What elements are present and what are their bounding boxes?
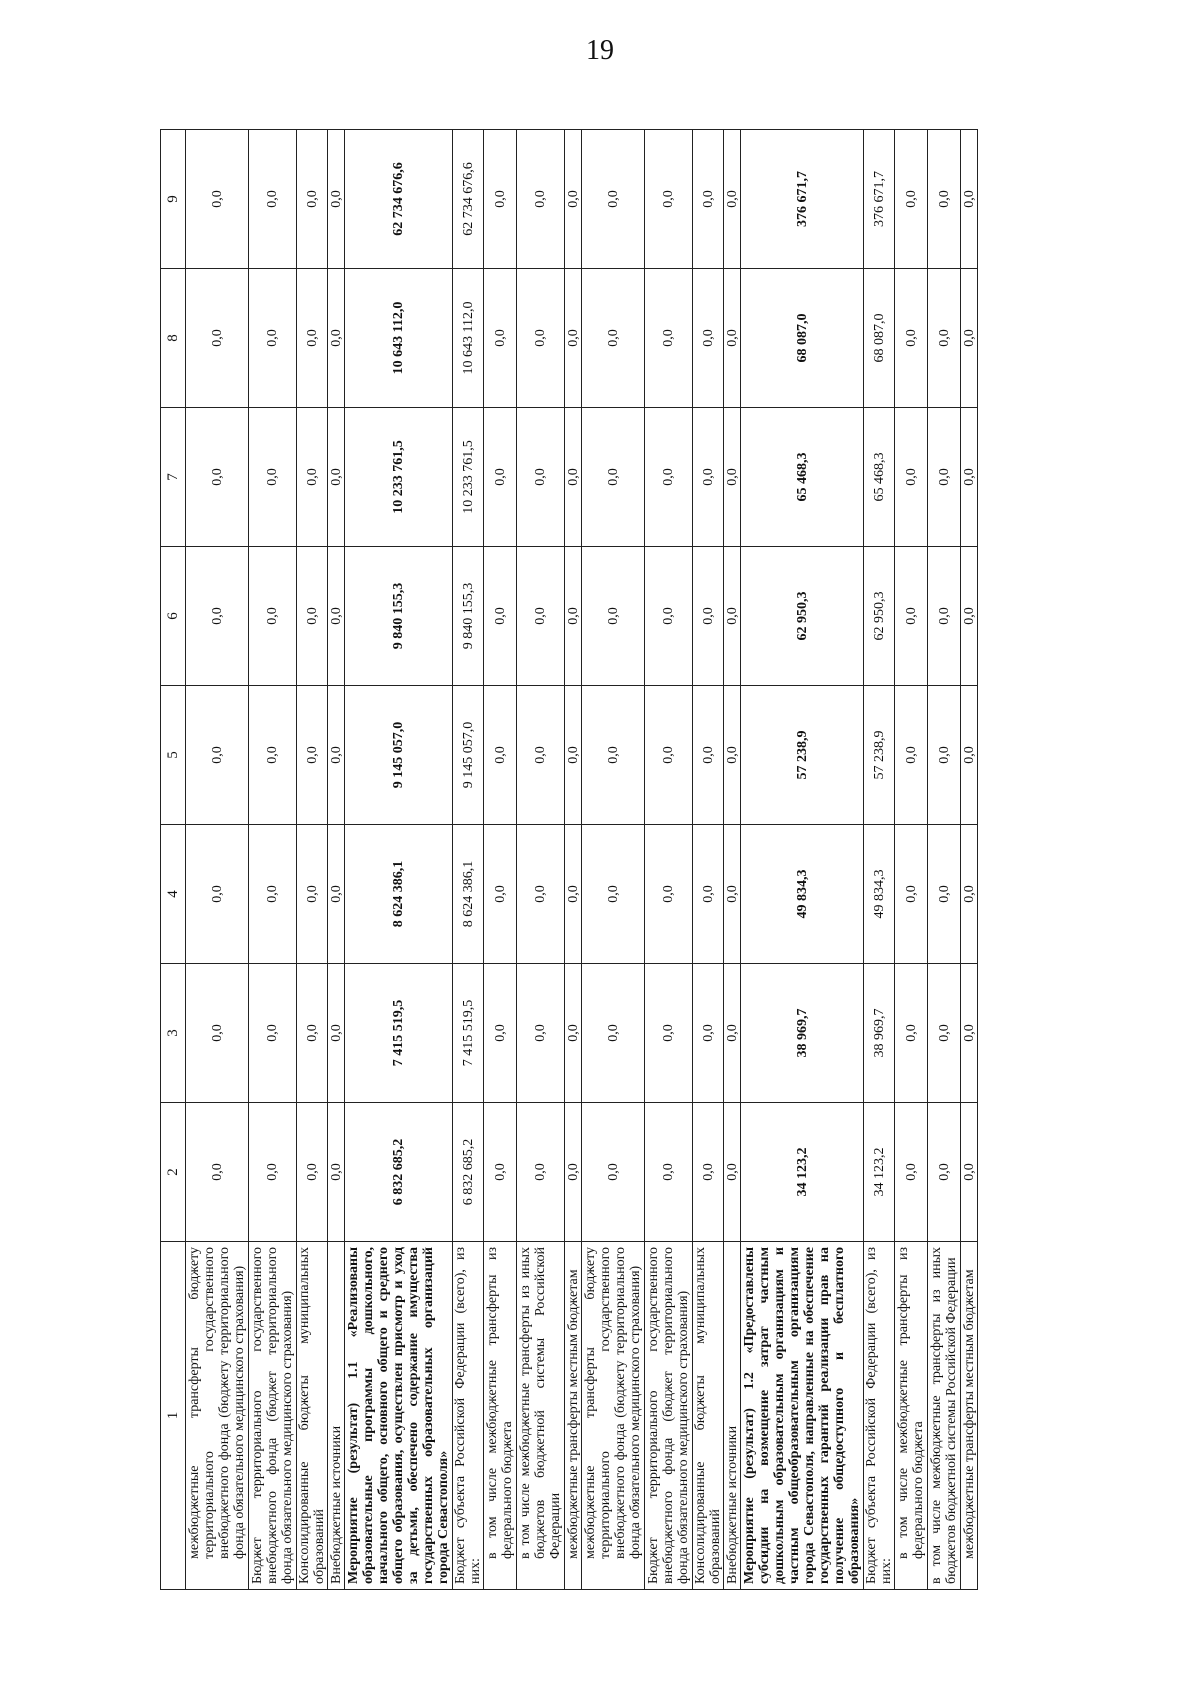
row-label: Мероприятие (результат) 1.2 «Предоставлены субсидии на возмещение затрат частным дошкольным образовательным организациям и частным общеобразовательным организациям города Севастополя, направленные на обеспечение государственных гарантий реализации прав на получение общедоступного и бесплатного образования»: [741, 1242, 864, 1590]
cell-value: 0,0: [961, 269, 978, 408]
cell-value: 0,0: [724, 130, 741, 269]
cell-value: 0,0: [693, 1103, 724, 1242]
cell-value: 0,0: [928, 1103, 961, 1242]
cell-value: 10 233 761,5: [345, 408, 453, 547]
table-row: [864, 130, 895, 1590]
cell-value: 49 834,3: [741, 825, 864, 964]
cell-value: 0,0: [895, 547, 928, 686]
row-label: межбюджетные трансферты бюджету территориального государственного внебюджетного фонда (бюджету территориального фонда обязательного медицинского страхования): [186, 1242, 249, 1590]
cell-value: 0,0: [328, 408, 345, 547]
cell-value: 0,0: [895, 408, 928, 547]
cell-value: 57 238,9: [741, 686, 864, 825]
cell-value: 0,0: [724, 408, 741, 547]
cell-value: 0,0: [565, 408, 582, 547]
cell-value: 0,0: [249, 547, 297, 686]
row-label: межбюджетные трансферты местным бюджетам: [961, 1242, 978, 1590]
cell-value: 0,0: [961, 547, 978, 686]
cell-value: 0,0: [484, 964, 517, 1103]
column-header: 7: [161, 408, 186, 547]
cell-value: 0,0: [517, 964, 565, 1103]
cell-value: 0,0: [328, 130, 345, 269]
cell-value: 0,0: [895, 686, 928, 825]
column-header: 6: [161, 547, 186, 686]
cell-value: 0,0: [693, 825, 724, 964]
cell-value: 10 643 112,0: [345, 269, 453, 408]
cell-value: 0,0: [645, 547, 693, 686]
cell-value: 0,0: [565, 686, 582, 825]
row-label: Мероприятие (результат) 1.1 «Реализованы образовательные программы дошкольного, начального общего, основного общего и среднего общего образования, осуществлен присмотр и уход за детьми, обеспечено содержание имущества государственных образовательных организаций города Севастополя»: [345, 1242, 453, 1590]
cell-value: 0,0: [297, 964, 328, 1103]
cell-value: 0,0: [645, 269, 693, 408]
table-row: [582, 130, 645, 1590]
table-row: [328, 130, 345, 1590]
row-label: межбюджетные трансферты местным бюджетам: [565, 1242, 582, 1590]
cell-value: 0,0: [186, 408, 249, 547]
cell-value: 9 145 057,0: [345, 686, 453, 825]
cell-value: 0,0: [724, 686, 741, 825]
table-row: [453, 130, 484, 1590]
cell-value: 0,0: [484, 130, 517, 269]
cell-value: 0,0: [297, 686, 328, 825]
cell-value: 0,0: [582, 1103, 645, 1242]
cell-value: 0,0: [645, 408, 693, 547]
table-row: [186, 130, 249, 1590]
cell-value: 0,0: [693, 686, 724, 825]
cell-value: 0,0: [645, 964, 693, 1103]
cell-value: 0,0: [645, 825, 693, 964]
table-row: [565, 130, 582, 1590]
cell-value: 0,0: [186, 825, 249, 964]
cell-value: 0,0: [249, 130, 297, 269]
cell-value: 0,0: [484, 825, 517, 964]
cell-value: 0,0: [724, 825, 741, 964]
cell-value: 0,0: [328, 964, 345, 1103]
cell-value: 0,0: [582, 825, 645, 964]
cell-value: 0,0: [693, 269, 724, 408]
cell-value: 0,0: [928, 269, 961, 408]
cell-value: 0,0: [249, 686, 297, 825]
table-row: [961, 130, 978, 1590]
cell-value: 0,0: [249, 825, 297, 964]
table-row: [645, 130, 693, 1590]
cell-value: 376 671,7: [741, 130, 864, 269]
cell-value: 0,0: [565, 964, 582, 1103]
row-label: Внебюджетные источники: [328, 1242, 345, 1590]
cell-value: 0,0: [928, 130, 961, 269]
cell-value: 0,0: [724, 964, 741, 1103]
table-row: [693, 130, 724, 1590]
cell-value: 65 468,3: [741, 408, 864, 547]
cell-value: 0,0: [517, 1103, 565, 1242]
column-header: 2: [161, 1103, 186, 1242]
row-label: в том числе межбюджетные трансферты из федерального бюджета: [484, 1242, 517, 1590]
cell-value: 0,0: [895, 825, 928, 964]
cell-value: 0,0: [645, 1103, 693, 1242]
row-label: в том числе межбюджетные трансферты из иных бюджетов бюджетной системы Российской Федерации: [517, 1242, 565, 1590]
column-header: 3: [161, 964, 186, 1103]
cell-value: 6 832 685,2: [453, 1103, 484, 1242]
cell-value: 0,0: [484, 686, 517, 825]
cell-value: 0,0: [895, 269, 928, 408]
cell-value: 0,0: [565, 269, 582, 408]
row-label: Бюджет субъекта Российской Федерации (всего), из них:: [864, 1242, 895, 1590]
cell-value: 0,0: [724, 1103, 741, 1242]
cell-value: 0,0: [724, 269, 741, 408]
cell-value: 0,0: [484, 1103, 517, 1242]
cell-value: 0,0: [961, 408, 978, 547]
cell-value: 0,0: [186, 1103, 249, 1242]
cell-value: 0,0: [517, 130, 565, 269]
cell-value: 0,0: [186, 686, 249, 825]
cell-value: 0,0: [517, 269, 565, 408]
row-label: в том числе межбюджетные трансферты из федерального бюджета: [895, 1242, 928, 1590]
cell-value: 0,0: [582, 408, 645, 547]
cell-value: 0,0: [961, 1103, 978, 1242]
page-number: 19: [586, 35, 614, 66]
cell-value: 0,0: [297, 408, 328, 547]
table-row: [895, 130, 928, 1590]
cell-value: 0,0: [484, 269, 517, 408]
table-row: [297, 130, 328, 1590]
cell-value: 0,0: [328, 269, 345, 408]
cell-value: 376 671,7: [864, 130, 895, 269]
cell-value: 0,0: [565, 130, 582, 269]
cell-value: 0,0: [297, 130, 328, 269]
cell-value: 0,0: [565, 825, 582, 964]
table-header-row: [161, 130, 186, 1590]
cell-value: 0,0: [186, 547, 249, 686]
cell-value: 7 415 519,5: [453, 964, 484, 1103]
cell-value: 0,0: [961, 964, 978, 1103]
cell-value: 0,0: [297, 547, 328, 686]
row-label: Бюджет территориального государственного внебюджетного фонда (бюджет территориального фонда обязательного медицинского страхования): [645, 1242, 693, 1590]
cell-value: 34 123,2: [864, 1103, 895, 1242]
cell-value: 0,0: [724, 547, 741, 686]
column-header: 5: [161, 686, 186, 825]
table-row: [484, 130, 517, 1590]
cell-value: 0,0: [328, 825, 345, 964]
cell-value: 38 969,7: [864, 964, 895, 1103]
cell-value: 68 087,0: [741, 269, 864, 408]
row-label: межбюджетные трансферты бюджету территориального государственного внебюджетного фонда (бюджету территориального фонда обязательного медицинского страхования): [582, 1242, 645, 1590]
cell-value: 0,0: [693, 964, 724, 1103]
row-label: Консолидированные бюджеты муниципальных образований: [297, 1242, 328, 1590]
cell-value: 0,0: [928, 686, 961, 825]
cell-value: 62 950,3: [741, 547, 864, 686]
cell-value: 0,0: [928, 964, 961, 1103]
cell-value: 34 123,2: [741, 1103, 864, 1242]
cell-value: 0,0: [928, 547, 961, 686]
cell-value: 38 969,7: [741, 964, 864, 1103]
cell-value: 0,0: [328, 686, 345, 825]
cell-value: 0,0: [582, 547, 645, 686]
cell-value: 9 145 057,0: [453, 686, 484, 825]
cell-value: 62 734 676,6: [345, 130, 453, 269]
cell-value: 9 840 155,3: [453, 547, 484, 686]
cell-value: 0,0: [895, 130, 928, 269]
column-header: 4: [161, 825, 186, 964]
cell-value: 68 087,0: [864, 269, 895, 408]
cell-value: 0,0: [961, 130, 978, 269]
cell-value: 0,0: [328, 547, 345, 686]
cell-value: 62 950,3: [864, 547, 895, 686]
cell-value: 0,0: [961, 686, 978, 825]
cell-value: 7 415 519,5: [345, 964, 453, 1103]
cell-value: 0,0: [484, 408, 517, 547]
cell-value: 0,0: [582, 686, 645, 825]
cell-value: 0,0: [928, 408, 961, 547]
cell-value: 0,0: [249, 1103, 297, 1242]
cell-value: 0,0: [517, 686, 565, 825]
cell-value: 0,0: [645, 686, 693, 825]
cell-value: 0,0: [928, 825, 961, 964]
cell-value: 0,0: [186, 130, 249, 269]
table-row: [249, 130, 297, 1590]
cell-value: 0,0: [297, 269, 328, 408]
cell-value: 0,0: [645, 130, 693, 269]
cell-value: 0,0: [895, 964, 928, 1103]
cell-value: 49 834,3: [864, 825, 895, 964]
cell-value: 0,0: [517, 408, 565, 547]
cell-value: 0,0: [484, 547, 517, 686]
table-row: [345, 130, 453, 1590]
cell-value: 9 840 155,3: [345, 547, 453, 686]
cell-value: 0,0: [186, 964, 249, 1103]
cell-value: 0,0: [582, 269, 645, 408]
cell-value: 0,0: [582, 964, 645, 1103]
cell-value: 0,0: [249, 964, 297, 1103]
cell-value: 0,0: [693, 547, 724, 686]
column-header: 9: [161, 130, 186, 269]
cell-value: 10 233 761,5: [453, 408, 484, 547]
cell-value: 0,0: [297, 1103, 328, 1242]
budget-table-container: [160, 130, 1120, 1590]
cell-value: 0,0: [328, 1103, 345, 1242]
cell-value: 0,0: [297, 825, 328, 964]
cell-value: 0,0: [249, 269, 297, 408]
row-label: в том числе межбюджетные трансферты из иных бюджетов бюджетной системы Российской Федерации: [928, 1242, 961, 1590]
cell-value: 0,0: [693, 408, 724, 547]
row-label: Внебюджетные источники: [724, 1242, 741, 1590]
cell-value: 0,0: [186, 269, 249, 408]
cell-value: 0,0: [249, 408, 297, 547]
cell-value: 0,0: [895, 1103, 928, 1242]
cell-value: 6 832 685,2: [345, 1103, 453, 1242]
table-row: [928, 130, 961, 1590]
table-row: [517, 130, 565, 1590]
row-label: Консолидированные бюджеты муниципальных образований: [693, 1242, 724, 1590]
cell-value: 0,0: [693, 130, 724, 269]
cell-value: 0,0: [961, 825, 978, 964]
row-label: Бюджет территориального государственного внебюджетного фонда (бюджет территориального фонда обязательного медицинского страхования): [249, 1242, 297, 1590]
budget-table: [160, 129, 978, 1590]
cell-value: 0,0: [582, 130, 645, 269]
row-label: Бюджет субъекта Российской Федерации (всего), из них:: [453, 1242, 484, 1590]
table-row: [741, 130, 864, 1590]
cell-value: 0,0: [517, 547, 565, 686]
cell-value: 0,0: [517, 825, 565, 964]
table-row: [724, 130, 741, 1590]
cell-value: 8 624 386,1: [453, 825, 484, 964]
cell-value: 57 238,9: [864, 686, 895, 825]
cell-value: 10 643 112,0: [453, 269, 484, 408]
cell-value: 0,0: [565, 1103, 582, 1242]
column-header: 1: [161, 1242, 186, 1590]
cell-value: 65 468,3: [864, 408, 895, 547]
cell-value: 0,0: [565, 547, 582, 686]
cell-value: 8 624 386,1: [345, 825, 453, 964]
column-header: 8: [161, 269, 186, 408]
cell-value: 62 734 676,6: [453, 130, 484, 269]
